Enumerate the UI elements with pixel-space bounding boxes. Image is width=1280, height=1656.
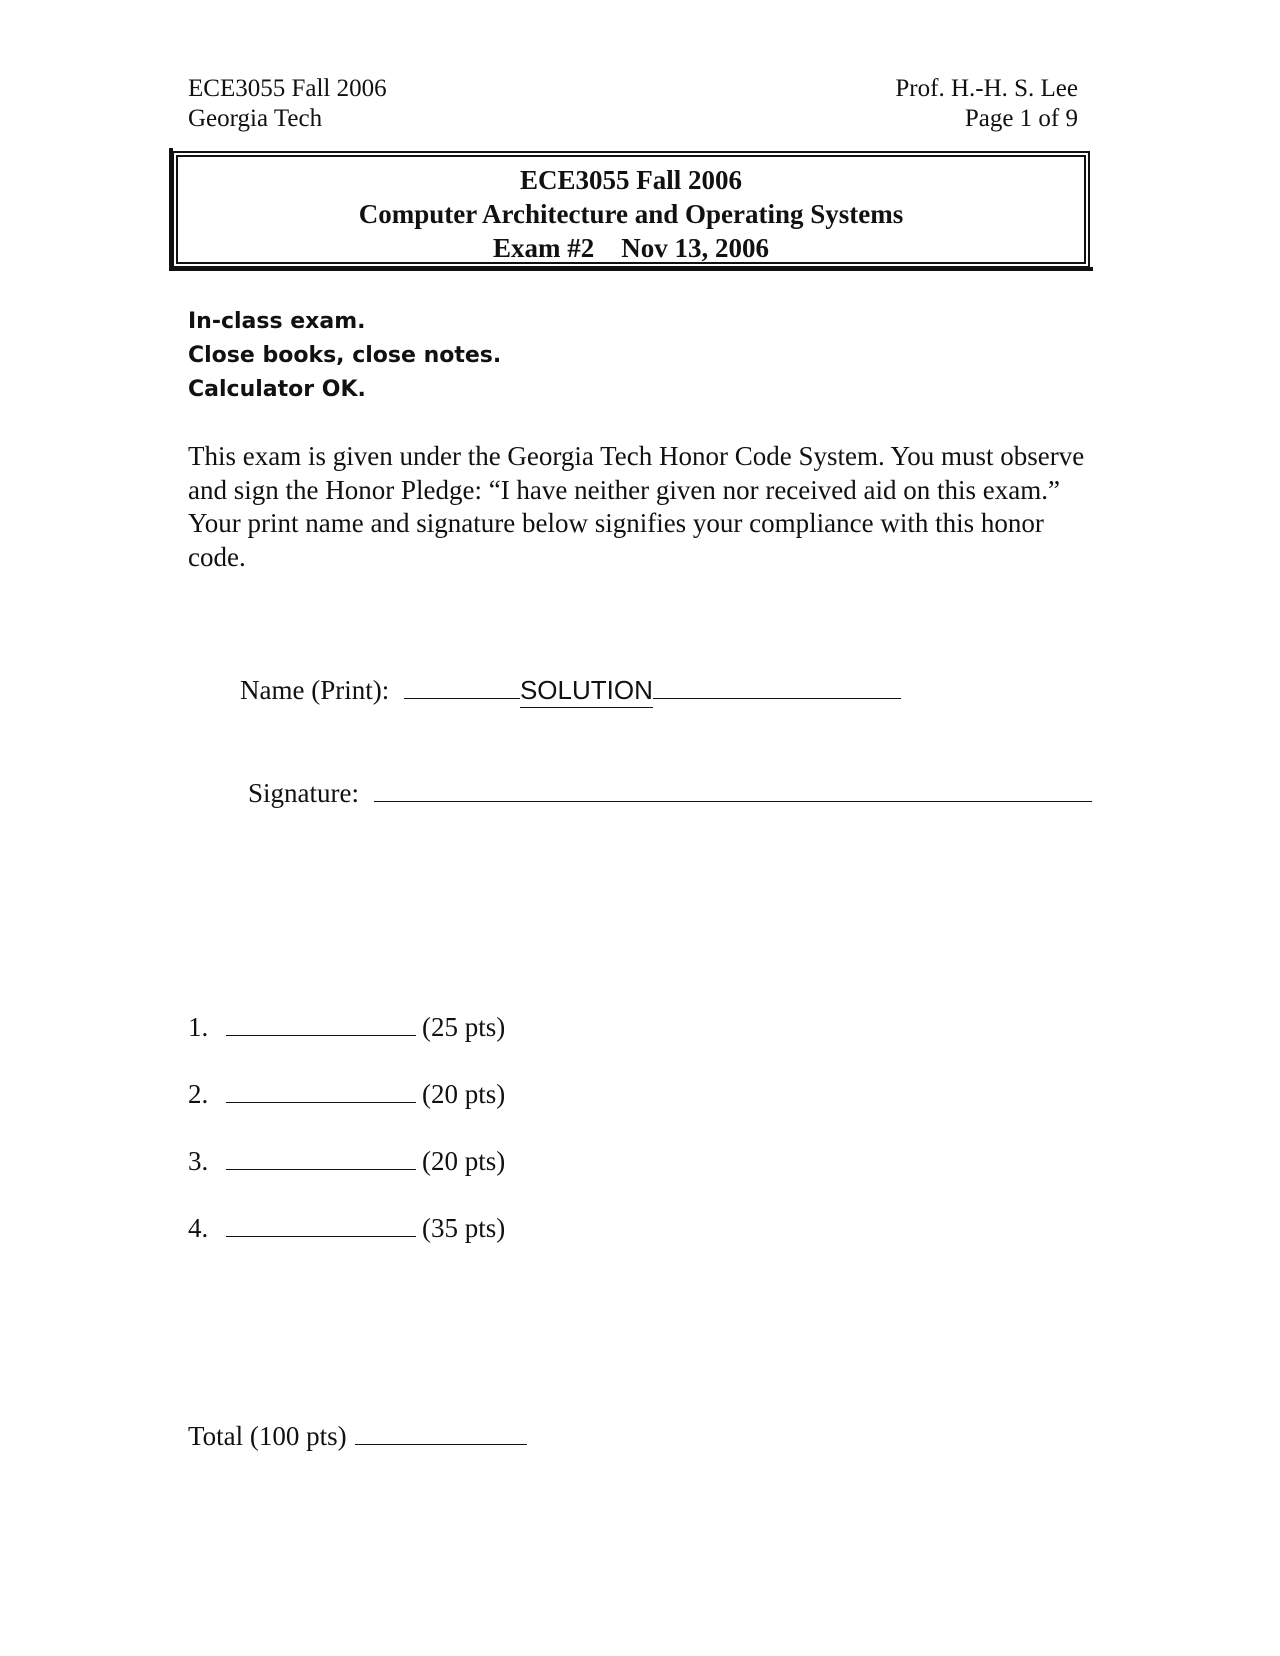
question-points: (20 pts) (422, 1079, 506, 1109)
name-print-row (240, 672, 901, 708)
course-header: ECE3055 Fall 2006 (188, 75, 387, 102)
score-blank[interactable] (226, 1143, 416, 1170)
question-number: 4. (188, 1213, 209, 1243)
name-underline-left (404, 672, 520, 699)
signature-label: Signature: (248, 778, 359, 808)
question-points: (35 pts) (422, 1213, 506, 1243)
signature-line[interactable] (374, 775, 1092, 802)
header-left (188, 74, 387, 134)
exam-instructions (188, 305, 501, 407)
score-row-3 (188, 1143, 505, 1178)
score-blank[interactable] (226, 1076, 416, 1103)
question-points: (20 pts) (422, 1146, 506, 1176)
score-row-4 (188, 1210, 505, 1245)
total-label: Total (100 pts) (188, 1421, 347, 1451)
professor-header: Prof. H.-H. S. Lee (895, 75, 1078, 102)
name-underline-right (653, 672, 901, 699)
title-subject: Computer Architecture and Operating Systems (358, 199, 904, 229)
title-exam-date: Exam #2 Nov 13, 2006 (493, 233, 769, 263)
total-blank[interactable] (355, 1418, 527, 1445)
question-number: 3. (188, 1146, 209, 1176)
question-number: 1. (188, 1012, 209, 1042)
question-number: 2. (188, 1079, 209, 1109)
title-course: ECE3055 Fall 2006 (519, 165, 742, 195)
page-number: Page 1 of 9 (964, 105, 1078, 132)
instruction-line: Calculator OK. (188, 377, 366, 402)
name-value[interactable]: SOLUTION (520, 673, 653, 708)
header-right (888, 74, 1078, 134)
honor-code-paragraph: This exam is given under the Georgia Tech Honor Code System. You must observe and sign the Honor Pledge: “I have neither given nor received aid on this exam.” Your print name and signature below signifies your compliance with this honor code. (188, 441, 1085, 572)
title-box (172, 151, 1090, 268)
score-blank[interactable] (226, 1210, 416, 1237)
signature-row (248, 775, 1092, 810)
total-score-row (188, 1418, 527, 1453)
question-points: (25 pts) (422, 1012, 506, 1042)
score-row-2 (188, 1076, 505, 1111)
score-row-1 (188, 1009, 505, 1044)
school-header: Georgia Tech (188, 105, 323, 132)
instruction-line: In-class exam. (188, 309, 366, 334)
name-label: Name (Print): (240, 675, 390, 705)
instruction-line: Close books, close notes. (188, 343, 502, 368)
score-blank[interactable] (226, 1009, 416, 1036)
